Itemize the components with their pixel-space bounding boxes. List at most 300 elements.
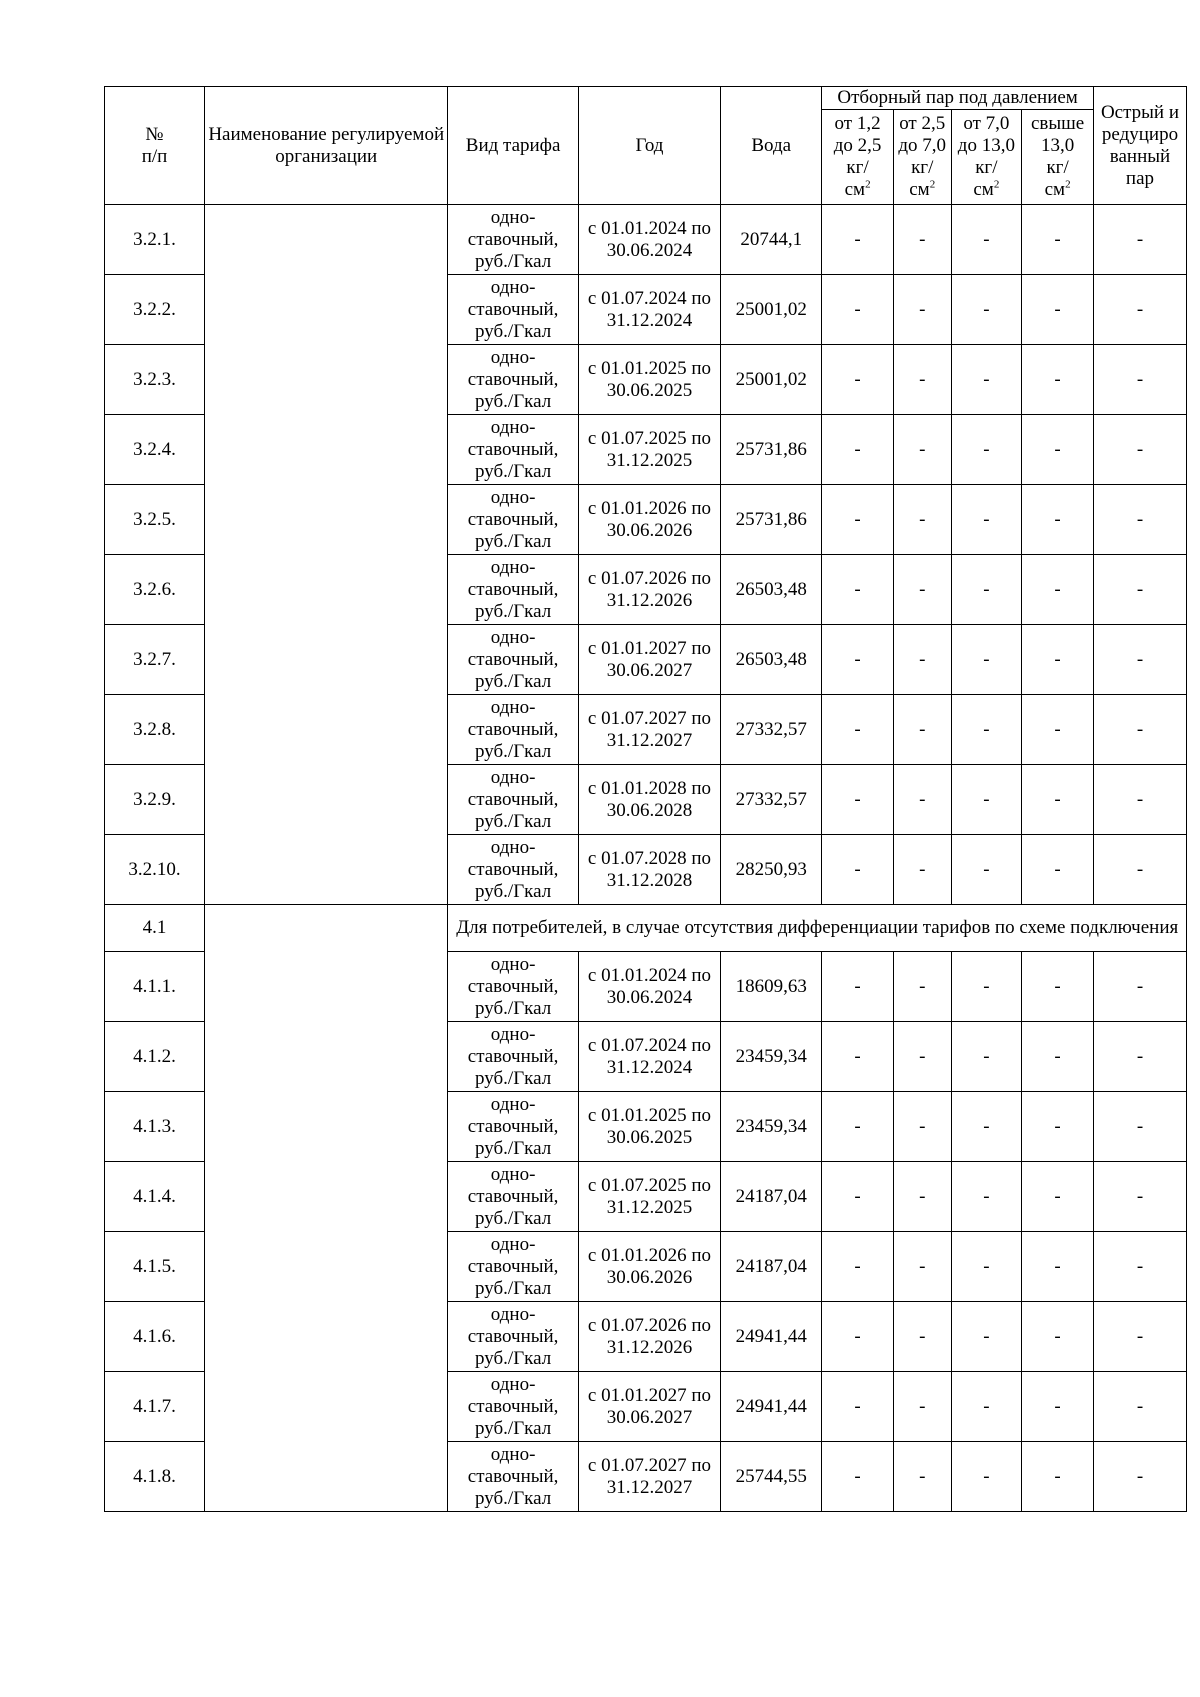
period-from: с 01.07.2024 по — [587, 1034, 712, 1056]
tariff-type-line: одно- — [490, 1373, 536, 1395]
tariff-type-line: ставочный, — [467, 368, 559, 390]
tariff-type-line: одно- — [490, 1443, 536, 1465]
empty-value-dash: - — [1093, 485, 1186, 555]
tariff-type-cell — [448, 555, 578, 625]
empty-value-dash: - — [893, 1302, 951, 1372]
empty-value-dash: - — [1093, 625, 1186, 695]
steam-col-unit-power: 2 — [929, 178, 936, 191]
empty-value-dash: - — [893, 415, 951, 485]
empty-value-dash: - — [1093, 695, 1186, 765]
period-from: с 01.01.2027 по — [587, 637, 712, 659]
period-cell — [578, 485, 720, 555]
period-from: с 01.01.2027 по — [587, 1384, 712, 1406]
group-heading: Для потребителей, в случае отсутствия дифференциации тарифов по схеме подключения — [448, 905, 1187, 952]
empty-value-dash: - — [1022, 952, 1094, 1022]
period-to: 31.12.2025 — [606, 1196, 693, 1218]
tariff-type-line: ставочный, — [467, 1465, 559, 1487]
period-from: с 01.01.2025 по — [587, 1104, 712, 1126]
empty-value-dash: - — [893, 952, 951, 1022]
row-num: 4.1.4. — [105, 1162, 205, 1232]
water-value: 25001,02 — [721, 275, 822, 345]
empty-value-dash: - — [1093, 1022, 1186, 1092]
empty-value-dash: - — [1022, 1092, 1094, 1162]
row-num: 4.1.1. — [105, 952, 205, 1022]
tariff-type-line: одно- — [490, 556, 536, 578]
empty-value-dash: - — [951, 415, 1022, 485]
row-num: 4.1.7. — [105, 1372, 205, 1442]
empty-value-dash: - — [1022, 555, 1094, 625]
row-num: 3.2.2. — [105, 275, 205, 345]
tariff-type-cell — [448, 1232, 578, 1302]
steam-col-line: от 1,2 — [834, 113, 881, 134]
tariff-type-line: ставочный, — [467, 1045, 559, 1067]
tariff-type-line: одно- — [490, 836, 536, 858]
empty-value-dash: - — [893, 345, 951, 415]
tariff-type-line: руб./Гкал — [475, 1207, 552, 1229]
tariff-type-line: ставочный, — [467, 1185, 559, 1207]
empty-value-dash: - — [951, 765, 1022, 835]
tariff-type-line: руб./Гкал — [475, 1277, 552, 1299]
tariff-type-line: ставочный, — [467, 858, 559, 880]
empty-value-dash: - — [1022, 485, 1094, 555]
empty-value-dash: - — [1022, 625, 1094, 695]
steam-col-line: свыше — [1030, 113, 1085, 134]
header-steam-col — [822, 110, 894, 205]
tariff-type-line: одно- — [490, 1163, 536, 1185]
tariff-type-line: руб./Гкал — [475, 1347, 552, 1369]
empty-value-dash: - — [822, 1442, 894, 1512]
water-value: 18609,63 — [721, 952, 822, 1022]
period-to: 30.06.2024 — [606, 986, 693, 1008]
header-sharp-steam — [1093, 87, 1186, 205]
period-to: 30.06.2025 — [606, 379, 693, 401]
tariff-type-line: ставочный, — [467, 508, 559, 530]
empty-value-dash: - — [822, 205, 894, 275]
empty-value-dash: - — [1093, 1162, 1186, 1232]
steam-col-line: кг/ — [911, 157, 934, 178]
tariff-type-line: руб./Гкал — [475, 1417, 552, 1439]
tariff-type-line: одно- — [490, 1023, 536, 1045]
water-value: 26503,48 — [721, 555, 822, 625]
tariff-type-cell — [448, 695, 578, 765]
tariff-type-line: ставочный, — [467, 578, 559, 600]
empty-value-dash: - — [893, 275, 951, 345]
empty-value-dash: - — [951, 205, 1022, 275]
steam-col-unit-power: 2 — [865, 178, 871, 191]
empty-value-dash: - — [1022, 1442, 1094, 1512]
steam-col-unit-power: 2 — [993, 178, 1000, 191]
empty-value-dash: - — [951, 345, 1022, 415]
period-from: с 01.07.2025 по — [587, 427, 712, 449]
empty-value-dash: - — [822, 345, 894, 415]
empty-value-dash: - — [951, 625, 1022, 695]
row-num: 4.1.3. — [105, 1092, 205, 1162]
period-from: с 01.01.2024 по — [587, 217, 712, 239]
steam-col-unit-base: см — [909, 179, 930, 200]
empty-value-dash: - — [822, 1162, 894, 1232]
empty-value-dash: - — [951, 1162, 1022, 1232]
period-from: с 01.07.2026 по — [587, 567, 712, 589]
empty-value-dash: - — [951, 835, 1022, 905]
sharp-steam-line: Острый и — [1100, 101, 1179, 123]
empty-value-dash: - — [893, 1162, 951, 1232]
header-org-name: Наименование регулируемой организации — [205, 87, 448, 205]
water-value: 24187,04 — [721, 1232, 822, 1302]
water-value: 23459,34 — [721, 1022, 822, 1092]
sharp-steam-line: ванный — [1109, 145, 1171, 167]
row-num: 4.1.6. — [105, 1302, 205, 1372]
table-header — [105, 87, 1187, 205]
period-to: 30.06.2028 — [606, 799, 693, 821]
period-cell — [578, 1232, 720, 1302]
empty-value-dash: - — [822, 625, 894, 695]
row-num: 4.1.2. — [105, 1022, 205, 1092]
tariff-type-line: руб./Гкал — [475, 997, 552, 1019]
sharp-steam-line: редуциро — [1101, 123, 1179, 145]
header-steam-col — [1022, 110, 1094, 205]
period-to: 31.12.2027 — [606, 1476, 693, 1498]
period-cell — [578, 1302, 720, 1372]
empty-value-dash: - — [893, 835, 951, 905]
tariff-type-line: руб./Гкал — [475, 1137, 552, 1159]
water-value: 25744,55 — [721, 1442, 822, 1512]
period-cell — [578, 1022, 720, 1092]
tariff-type-line: руб./Гкал — [475, 810, 552, 832]
steam-col-line: 13,0 — [1040, 135, 1075, 156]
tariff-type-line: руб./Гкал — [475, 600, 552, 622]
empty-value-dash: - — [822, 1092, 894, 1162]
tariff-type-line: ставочный, — [467, 648, 559, 670]
water-value: 24941,44 — [721, 1372, 822, 1442]
tariff-type-line: руб./Гкал — [475, 460, 552, 482]
empty-value-dash: - — [1093, 1302, 1186, 1372]
empty-value-dash: - — [951, 695, 1022, 765]
steam-col-unit — [896, 179, 949, 201]
header-tariff-type: Вид тарифа — [448, 87, 578, 205]
tariff-type-cell — [448, 205, 578, 275]
period-from: с 01.01.2026 по — [587, 1244, 712, 1266]
tariff-type-line: ставочный, — [467, 1115, 559, 1137]
empty-value-dash: - — [893, 485, 951, 555]
tariff-type-line: руб./Гкал — [475, 390, 552, 412]
empty-value-dash: - — [893, 1372, 951, 1442]
empty-value-dash: - — [951, 555, 1022, 625]
tariff-type-cell — [448, 835, 578, 905]
empty-value-dash: - — [1093, 345, 1186, 415]
tariff-type-line: руб./Гкал — [475, 250, 552, 272]
tariff-table — [104, 86, 1187, 1512]
steam-col-line: кг/ — [846, 157, 869, 178]
empty-value-dash: - — [1093, 1092, 1186, 1162]
empty-value-dash: - — [822, 835, 894, 905]
water-value: 25731,86 — [721, 415, 822, 485]
period-to: 31.12.2026 — [606, 1336, 693, 1358]
steam-col-unit-base: см — [1044, 179, 1066, 200]
header-steam-col — [951, 110, 1022, 205]
empty-value-dash: - — [1022, 695, 1094, 765]
tariff-type-cell — [448, 345, 578, 415]
header-num-sub: п/п — [141, 145, 168, 167]
tariff-type-line: одно- — [490, 276, 536, 298]
tariff-type-cell — [448, 1372, 578, 1442]
tariff-type-line: руб./Гкал — [475, 1487, 552, 1509]
empty-value-dash: - — [1022, 1022, 1094, 1092]
org-name-cell — [205, 905, 448, 1512]
tariff-type-line: одно- — [490, 206, 536, 228]
table-row — [105, 205, 1187, 275]
water-value: 24187,04 — [721, 1162, 822, 1232]
period-cell — [578, 345, 720, 415]
period-from: с 01.01.2025 по — [587, 357, 712, 379]
water-value: 26503,48 — [721, 625, 822, 695]
row-num: 3.2.1. — [105, 205, 205, 275]
period-from: с 01.07.2028 по — [587, 847, 712, 869]
steam-col-unit — [954, 179, 1020, 201]
tariff-type-line: одно- — [490, 346, 536, 368]
period-cell — [578, 1162, 720, 1232]
header-num-symbol: № — [145, 123, 164, 145]
tariff-type-line: одно- — [490, 1233, 536, 1255]
steam-col-line: от 2,5 — [899, 113, 946, 134]
row-num: 3.2.3. — [105, 345, 205, 415]
tariff-type-line: руб./Гкал — [475, 740, 552, 762]
row-num: 3.2.10. — [105, 835, 205, 905]
period-cell — [578, 1442, 720, 1512]
empty-value-dash: - — [1093, 555, 1186, 625]
empty-value-dash: - — [893, 1442, 951, 1512]
period-to: 30.06.2026 — [606, 1266, 693, 1288]
empty-value-dash: - — [951, 1092, 1022, 1162]
tariff-type-line: одно- — [490, 696, 536, 718]
period-from: с 01.07.2026 по — [587, 1314, 712, 1336]
empty-value-dash: - — [893, 625, 951, 695]
period-cell — [578, 625, 720, 695]
empty-value-dash: - — [822, 1232, 894, 1302]
empty-value-dash: - — [1093, 1232, 1186, 1302]
tariff-type-line: ставочный, — [467, 975, 559, 997]
tariff-type-line: ставочный, — [467, 718, 559, 740]
steam-col-unit — [1024, 179, 1091, 201]
period-to: 30.06.2027 — [606, 1406, 693, 1428]
tariff-type-cell — [448, 765, 578, 835]
period-from: с 01.07.2024 по — [587, 287, 712, 309]
period-cell — [578, 205, 720, 275]
period-from: с 01.01.2028 по — [587, 777, 712, 799]
empty-value-dash: - — [951, 1022, 1022, 1092]
period-to: 30.06.2026 — [606, 519, 693, 541]
empty-value-dash: - — [822, 695, 894, 765]
period-cell — [578, 415, 720, 485]
empty-value-dash: - — [951, 1232, 1022, 1302]
period-to: 31.12.2024 — [606, 309, 693, 331]
empty-value-dash: - — [822, 765, 894, 835]
tariff-type-cell — [448, 485, 578, 555]
tariff-type-line: руб./Гкал — [475, 880, 552, 902]
period-to: 31.12.2028 — [606, 869, 693, 891]
period-cell — [578, 695, 720, 765]
empty-value-dash: - — [1093, 275, 1186, 345]
empty-value-dash: - — [893, 1092, 951, 1162]
row-num: 3.2.5. — [105, 485, 205, 555]
group-row — [105, 905, 1187, 952]
water-value: 25731,86 — [721, 485, 822, 555]
empty-value-dash: - — [951, 1302, 1022, 1372]
empty-value-dash: - — [822, 952, 894, 1022]
tariff-type-line: ставочный, — [467, 228, 559, 250]
period-cell — [578, 555, 720, 625]
tariff-type-line: одно- — [490, 1093, 536, 1115]
row-num: 4.1.8. — [105, 1442, 205, 1512]
steam-col-unit-power: 2 — [1065, 178, 1071, 191]
period-to: 30.06.2024 — [606, 239, 693, 261]
period-from: с 01.07.2027 по — [587, 1454, 712, 1476]
water-value: 28250,93 — [721, 835, 822, 905]
tariff-type-line: ставочный, — [467, 298, 559, 320]
tariff-type-cell — [448, 1442, 578, 1512]
empty-value-dash: - — [1022, 415, 1094, 485]
period-from: с 01.01.2026 по — [587, 497, 712, 519]
tariff-type-line: руб./Гкал — [475, 670, 552, 692]
row-num: 3.2.4. — [105, 415, 205, 485]
tariff-type-cell — [448, 1092, 578, 1162]
tariff-type-line: одно- — [490, 1303, 536, 1325]
period-cell — [578, 765, 720, 835]
empty-value-dash: - — [951, 952, 1022, 1022]
header-num — [105, 87, 205, 205]
empty-value-dash: - — [822, 485, 894, 555]
row-num: 3.2.8. — [105, 695, 205, 765]
empty-value-dash: - — [1022, 1232, 1094, 1302]
row-num: 3.2.9. — [105, 765, 205, 835]
tariff-type-line: одно- — [490, 416, 536, 438]
steam-col-line: кг/ — [975, 157, 998, 178]
empty-value-dash: - — [822, 1372, 894, 1442]
empty-value-dash: - — [893, 205, 951, 275]
water-value: 27332,57 — [721, 695, 822, 765]
water-value: 27332,57 — [721, 765, 822, 835]
period-from: с 01.01.2024 по — [587, 964, 712, 986]
steam-col-line: до 7,0 — [898, 135, 947, 156]
empty-value-dash: - — [893, 1022, 951, 1092]
period-to: 31.12.2026 — [606, 589, 693, 611]
empty-value-dash: - — [1022, 1162, 1094, 1232]
period-to: 31.12.2027 — [606, 729, 693, 751]
tariff-type-line: одно- — [490, 626, 536, 648]
water-value: 24941,44 — [721, 1302, 822, 1372]
steam-col-line: кг/ — [1046, 157, 1069, 178]
empty-value-dash: - — [1093, 765, 1186, 835]
tariff-type-line: руб./Гкал — [475, 320, 552, 342]
steam-col-unit-base: см — [844, 179, 866, 200]
row-num: 3.2.6. — [105, 555, 205, 625]
empty-value-dash: - — [1093, 835, 1186, 905]
empty-value-dash: - — [1022, 835, 1094, 905]
tariff-type-line: ставочный, — [467, 788, 559, 810]
period-from: с 01.07.2027 по — [587, 707, 712, 729]
empty-value-dash: - — [951, 275, 1022, 345]
tariff-type-cell — [448, 1162, 578, 1232]
empty-value-dash: - — [893, 1232, 951, 1302]
empty-value-dash: - — [1093, 1442, 1186, 1512]
header-water: Вода — [721, 87, 822, 205]
header-steam-col — [893, 110, 951, 205]
table-body — [105, 205, 1187, 1512]
period-to: 31.12.2024 — [606, 1056, 693, 1078]
period-cell — [578, 1092, 720, 1162]
group-num: 4.1 — [105, 905, 205, 952]
empty-value-dash: - — [893, 555, 951, 625]
tariff-type-line: ставочный, — [467, 1255, 559, 1277]
empty-value-dash: - — [951, 485, 1022, 555]
steam-col-line: до 2,5 — [833, 135, 882, 156]
empty-value-dash: - — [1022, 205, 1094, 275]
tariff-type-cell — [448, 625, 578, 695]
period-cell — [578, 275, 720, 345]
tariff-type-line: ставочный, — [467, 1325, 559, 1347]
empty-value-dash: - — [1093, 415, 1186, 485]
empty-value-dash: - — [1093, 1372, 1186, 1442]
steam-col-unit-base: см — [973, 179, 994, 200]
org-name-cell — [205, 205, 448, 905]
row-num: 4.1.5. — [105, 1232, 205, 1302]
empty-value-dash: - — [1022, 1372, 1094, 1442]
tariff-type-line: руб./Гкал — [475, 1067, 552, 1089]
empty-value-dash: - — [822, 555, 894, 625]
empty-value-dash: - — [1093, 952, 1186, 1022]
empty-value-dash: - — [822, 275, 894, 345]
empty-value-dash: - — [1093, 205, 1186, 275]
tariff-type-line: ставочный, — [467, 1395, 559, 1417]
steam-col-unit — [824, 179, 891, 201]
header-year: Год — [578, 87, 720, 205]
tariff-type-line: одно- — [490, 953, 536, 975]
tariff-type-line: руб./Гкал — [475, 530, 552, 552]
period-cell — [578, 952, 720, 1022]
period-cell — [578, 835, 720, 905]
empty-value-dash: - — [822, 415, 894, 485]
empty-value-dash: - — [1022, 1302, 1094, 1372]
water-value: 20744,1 — [721, 205, 822, 275]
empty-value-dash: - — [951, 1372, 1022, 1442]
tariff-type-cell — [448, 415, 578, 485]
row-num: 3.2.7. — [105, 625, 205, 695]
empty-value-dash: - — [1022, 765, 1094, 835]
period-cell — [578, 1372, 720, 1442]
empty-value-dash: - — [1022, 275, 1094, 345]
tariff-type-cell — [448, 1022, 578, 1092]
sharp-steam-line: пар — [1125, 167, 1155, 189]
tariff-type-line: одно- — [490, 486, 536, 508]
empty-value-dash: - — [893, 695, 951, 765]
period-to: 31.12.2025 — [606, 449, 693, 471]
empty-value-dash: - — [822, 1302, 894, 1372]
empty-value-dash: - — [951, 1442, 1022, 1512]
period-from: с 01.07.2025 по — [587, 1174, 712, 1196]
tariff-type-cell — [448, 1302, 578, 1372]
water-value: 25001,02 — [721, 345, 822, 415]
period-to: 30.06.2027 — [606, 659, 693, 681]
steam-col-line: от 7,0 — [963, 113, 1010, 134]
tariff-type-cell — [448, 952, 578, 1022]
tariff-type-line: ставочный, — [467, 438, 559, 460]
period-to: 30.06.2025 — [606, 1126, 693, 1148]
empty-value-dash: - — [893, 765, 951, 835]
tariff-type-cell — [448, 275, 578, 345]
water-value: 23459,34 — [721, 1092, 822, 1162]
steam-col-line: до 13,0 — [957, 135, 1015, 156]
empty-value-dash: - — [1022, 345, 1094, 415]
header-steam-group: Отборный пар под давлением — [822, 87, 1094, 110]
